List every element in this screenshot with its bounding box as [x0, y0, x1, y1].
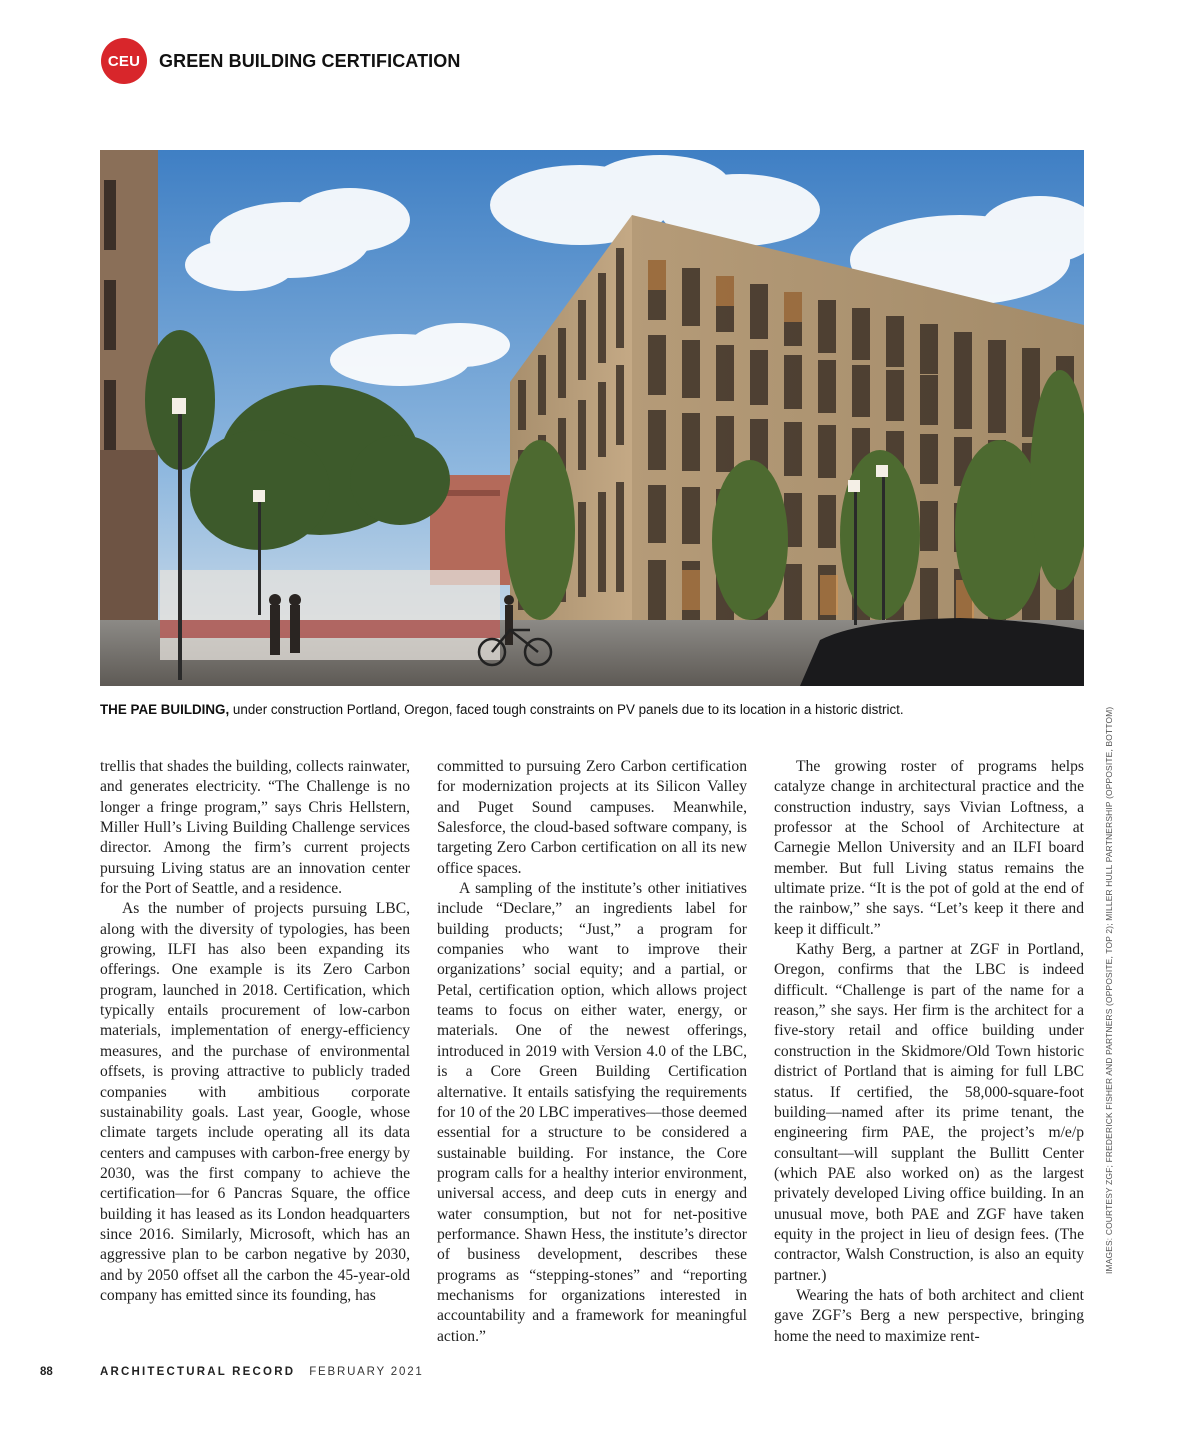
caption-text: under construction Portland, Oregon, faced tough constraints on PV panels due to its location in a historic district. — [229, 702, 904, 717]
body-paragraph: As the number of projects pursuing LBC, along with the diversity of typologies, has been growing, ILFI has also been expanding its offerings. One example is its Zero Carbon program, launched in 2018. Certification, which typically entails procurement of low-carbon materials, implementation of energy-efficiency measures, and the purchase of environmental offsets, is proving attractive to publicly traded companies with ambitious corporate sustainability goals. Last year, Google, whose climate targets include operating all its data centers and campuses with carbon-free energy by 2030, was the first company to achieve the certification—for 6 Pancras Square, the office building it has leased as its London headquarters since 2016. Similarly, Microsoft, which has an aggressive plan to be carbon negative by 2030, and by 2050 offset all the carbon the 45-year-old company has emitted since its founding, has — [100, 900, 410, 1304]
photo-caption — [100, 702, 1100, 717]
body-paragraph: The growing roster of programs helps catalyze change in architectural practice and the construction industry, says Vivian Loftness, a professor at the School of Architecture at Carnegie Mellon University and an ILFI board member. But full Living status remains the ultimate prize. “It is the pot of gold at the end of the rainbow,” she says. “Let’s keep it there and keep it difficult.” — [774, 758, 1084, 938]
ceu-badge: CEU — [101, 38, 147, 84]
issue-date: FEBRUARY 2021 — [309, 1366, 424, 1378]
hero-photo — [100, 150, 1084, 686]
image-credit: IMAGES: COURTESY ZGF; FREDERICK FISHER AND PARTNERS (OPPOSITE, TOP 2); MILLER HULL PARTNERSHIP (OPPOSITE, BOTTOM) — [1104, 706, 1114, 1274]
body-paragraph: trellis that shades the building, collects rainwater, and generates electricity. “The Challenge is no longer a fringe program,” says Chris Hellstern, Miller Hull’s Living Building Challenge services director. Among the firm’s current projects pursuing Living status are an innovation center for the Port of Seattle, and a residence. — [100, 758, 410, 898]
section-header — [101, 37, 460, 85]
magazine-name: ARCHITECTURAL RECORD — [100, 1366, 296, 1378]
body-paragraph: Wearing the hats of both architect and client gave ZGF’s Berg a new perspective, bringing home the need to maximize rent- — [774, 1286, 1084, 1345]
page-footer — [40, 1364, 424, 1380]
body-paragraph: committed to pursuing Zero Carbon certification for modernization projects at its Silicon Valley and Puget Sound campuses. Meanwhile, Salesforce, the cloud-based software company, is targeting Zero Carbon certification on all its new office spaces. — [437, 758, 747, 877]
section-title: GREEN BUILDING CERTIFICATION — [159, 50, 461, 71]
text-column-3 — [774, 757, 1084, 1347]
caption-lead: THE PAE BUILDING, — [100, 702, 230, 717]
text-column-1 — [100, 757, 410, 1306]
body-paragraph: A sampling of the institute’s other initiatives include “Declare,” an ingredients label for building products; “Just,” a program for companies who want to improve their organizations’ social equity; and a partial, or Petal, certification option, which allows project teams to focus on either water, energy, or materials. One of the newest offerings, introduced in 2019 with Version 4.0 of the LBC, is a Core Green Building Certification alternative. It entails satisfying the requirements for 10 of the 20 LBC imperatives—those deemed essential for a structure to be considered a sustainable building. For instance, the Core program calls for a healthy interior environment, universal access, and deep cuts in energy and water consumption, but not for net-positive performance. Shawn Hess, the institute’s director of business development, describes these programs as “stepping-stones” and “reporting mechanisms for organizations interested in accountability and a framework for meaningful action.” — [437, 880, 747, 1345]
building-rendering-image — [100, 150, 1084, 686]
body-paragraph: Kathy Berg, a partner at ZGF in Portland, Oregon, confirms that the LBC is indeed difficult. “Challenge is part of the name for a reason,” she says. Her firm is the architect for a five-story retail and office building under construction in the Skidmore/Old Town historic district of Portland that is aiming for full LBC status. If certified, the 58,000-square-foot building—named after its prime tenant, the engineering firm PAE, the project’s m/e/p consultant—will supplant the Bullitt Center (which PAE also worked on) as the largest privately developed Living office building. In an unusual move, both PAE and ZGF have taken equity in the project in lieu of design fees. (The contractor, Walsh Construction, is also an equity partner.) — [774, 941, 1084, 1284]
text-column-2 — [437, 757, 747, 1347]
page-number: 88 — [40, 1366, 53, 1378]
